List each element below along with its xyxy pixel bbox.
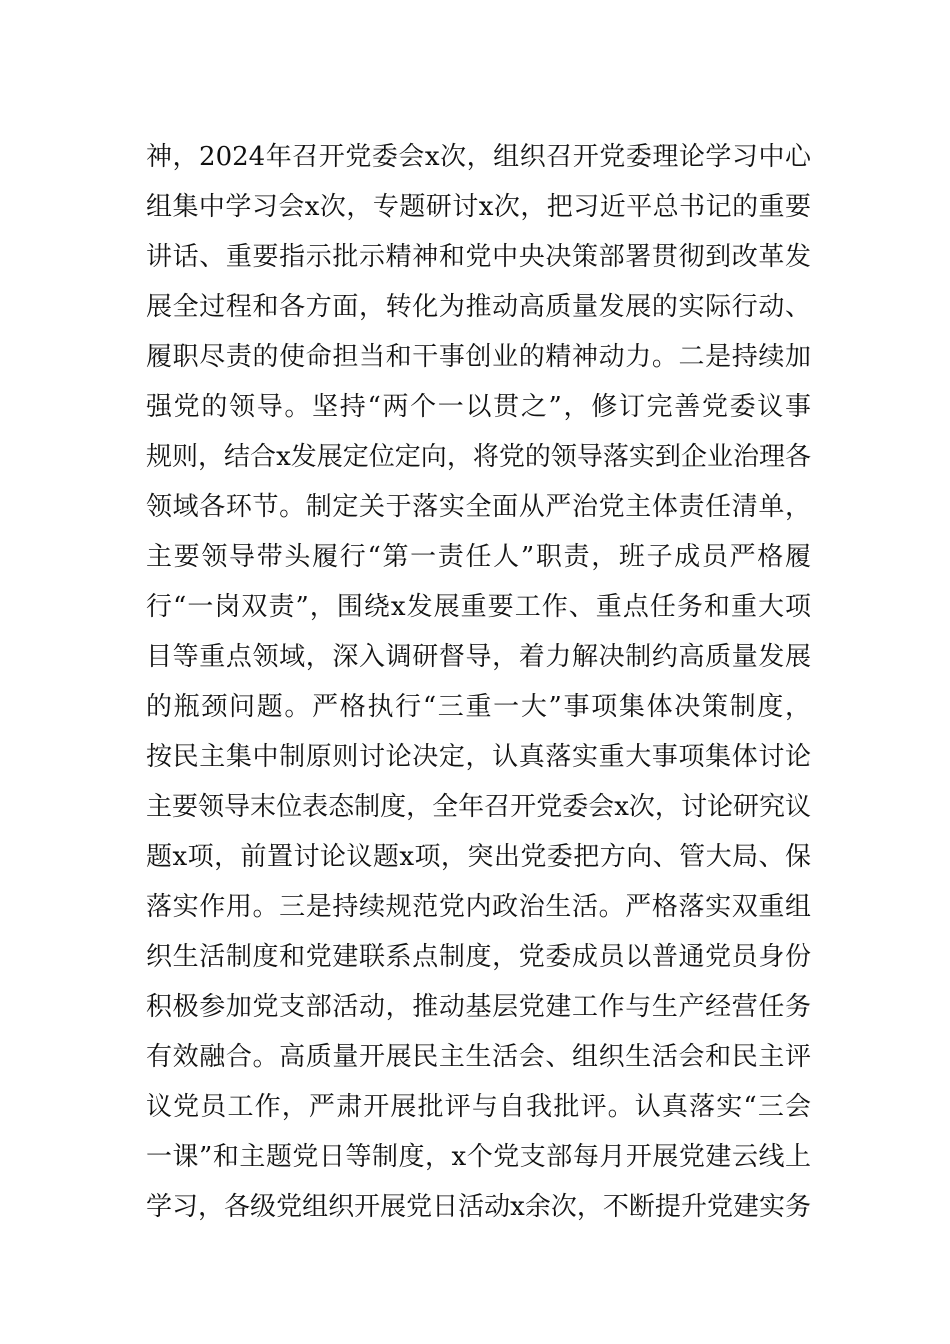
- text-line: 组集中学习会x次，专题研讨x次，把习近平总书记的重要: [146, 192, 811, 222]
- text-line: 行“一岗双责”，围绕x发展重要工作、重点任务和重大项: [146, 592, 811, 622]
- text-line: 讲话、重要指示批示精神和党中央决策部署贯彻到改革发: [146, 242, 811, 272]
- text-line: 落实作用。三是持续规范党内政治生活。严格落实双重组: [146, 892, 811, 922]
- text-line: 主要领导末位表态制度，全年召开党委会x次，讨论研究议: [146, 792, 811, 822]
- text-line: 主要领导带头履行“第一责任人”职责，班子成员严格履: [146, 542, 811, 572]
- text-line: 积极参加党支部活动，推动基层党建工作与生产经营任务: [146, 992, 811, 1022]
- text-line: 题x项，前置讨论议题x项，突出党委把方向、管大局、保: [146, 842, 811, 872]
- text-line: 展全过程和各方面，转化为推动高质量发展的实际行动、: [146, 292, 811, 322]
- text-line: 议党员工作，严肃开展批评与自我批评。认真落实“三会: [146, 1092, 811, 1122]
- text-line: 神，2024年召开党委会x次，组织召开党委理论学习中心: [146, 142, 811, 172]
- text-line: 织生活制度和党建联系点制度，党委成员以普通党员身份: [146, 942, 811, 972]
- text-line: 规则，结合x发展定位定向，将党的领导落实到企业治理各: [146, 442, 811, 472]
- body-paragraph: [146, 132, 811, 1232]
- text-line: 领域各环节。制定关于落实全面从严治党主体责任清单，: [146, 492, 811, 522]
- text-line: 的瓶颈问题。严格执行“三重一大”事项集体决策制度，: [146, 692, 811, 722]
- text-line: 有效融合。高质量开展民主生活会、组织生活会和民主评: [146, 1042, 811, 1072]
- text-line: 一课”和主题党日等制度，x个党支部每月开展党建云线上: [146, 1142, 811, 1172]
- text-line: 目等重点领域，深入调研督导，着力解决制约高质量发展: [146, 642, 811, 672]
- text-line: 按民主集中制原则讨论决定，认真落实重大事项集体讨论: [146, 742, 811, 772]
- text-line: 学习，各级党组织开展党日活动x余次，不断提升党建实务: [146, 1192, 811, 1222]
- text-line: 强党的领导。坚持“两个一以贯之”，修订完善党委议事: [146, 392, 811, 422]
- text-line: 履职尽责的使命担当和干事创业的精神动力。二是持续加: [146, 342, 811, 372]
